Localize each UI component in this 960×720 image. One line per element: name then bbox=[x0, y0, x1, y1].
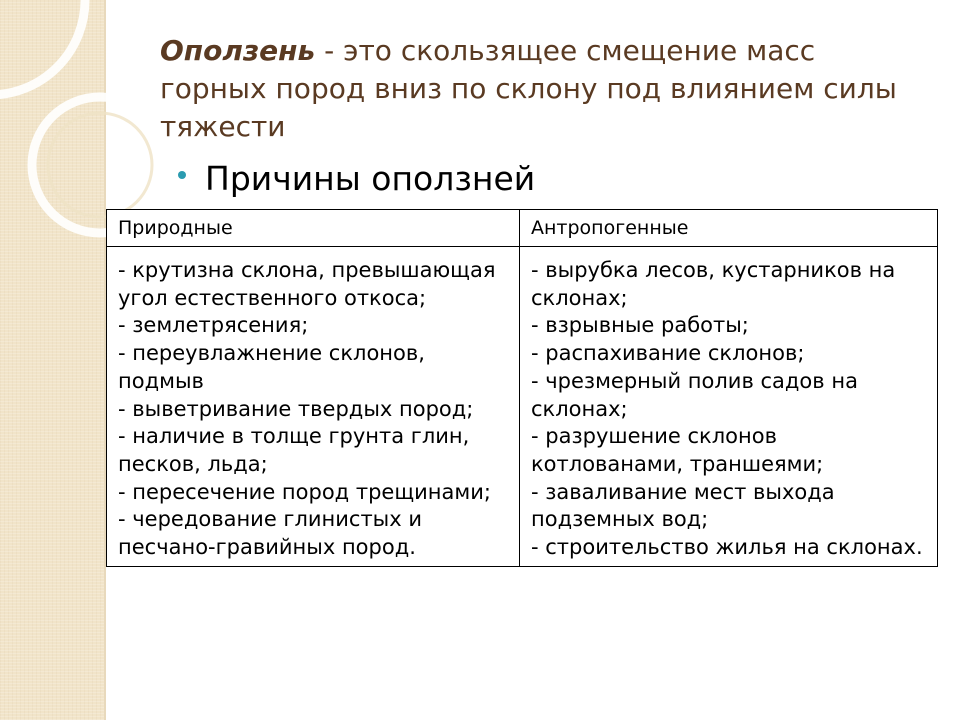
list-item: - вырубка лесов, кустарников на склонах; bbox=[531, 258, 896, 310]
causes-table bbox=[106, 209, 938, 567]
list-item: - разрушение склонов котлованами, траншеями; bbox=[531, 424, 824, 476]
natural-causes-cell bbox=[107, 247, 520, 567]
list-item: - строительство жилья на склонах. bbox=[531, 535, 923, 560]
bullet-heading bbox=[178, 158, 535, 200]
list-item: - крутизна склона, превышающая угол естественного откоса; bbox=[118, 258, 496, 310]
list-item: - пересечение пород трещинами; bbox=[118, 479, 491, 504]
title-term: Оползень bbox=[160, 34, 316, 67]
list-item: - взрывные работы; bbox=[531, 313, 749, 338]
header-natural: Природные bbox=[107, 210, 520, 247]
table-row bbox=[107, 247, 938, 567]
list-item: - чередование глинистых и песчано-гравийных пород. bbox=[118, 507, 423, 560]
list-item: - выветривание твердых пород; bbox=[118, 396, 474, 421]
table-header-row bbox=[107, 210, 938, 247]
list-item: - переувлажнение склонов, подмыв bbox=[118, 341, 425, 393]
list-item: - распахивание склонов; bbox=[531, 341, 805, 366]
list-item: - землетрясения; bbox=[118, 313, 309, 338]
slide-title bbox=[160, 32, 920, 146]
title-definition: - это скользящее смещение масс горных пород вниз по склону под влиянием силы тяжести bbox=[160, 34, 897, 143]
header-anthropogenic: Антропогенные bbox=[520, 210, 938, 247]
bullet-text: Причины оползней bbox=[205, 159, 536, 198]
list-item: - чрезмерный полив садов на склонах; bbox=[531, 368, 858, 421]
list-item: - заваливание мест выхода подземных вод; bbox=[531, 479, 835, 532]
bullet-dot-icon bbox=[178, 171, 186, 179]
anthropogenic-causes-cell bbox=[520, 247, 938, 567]
list-item: - наличие в толще грунта глин, песков, льда; bbox=[118, 424, 470, 476]
